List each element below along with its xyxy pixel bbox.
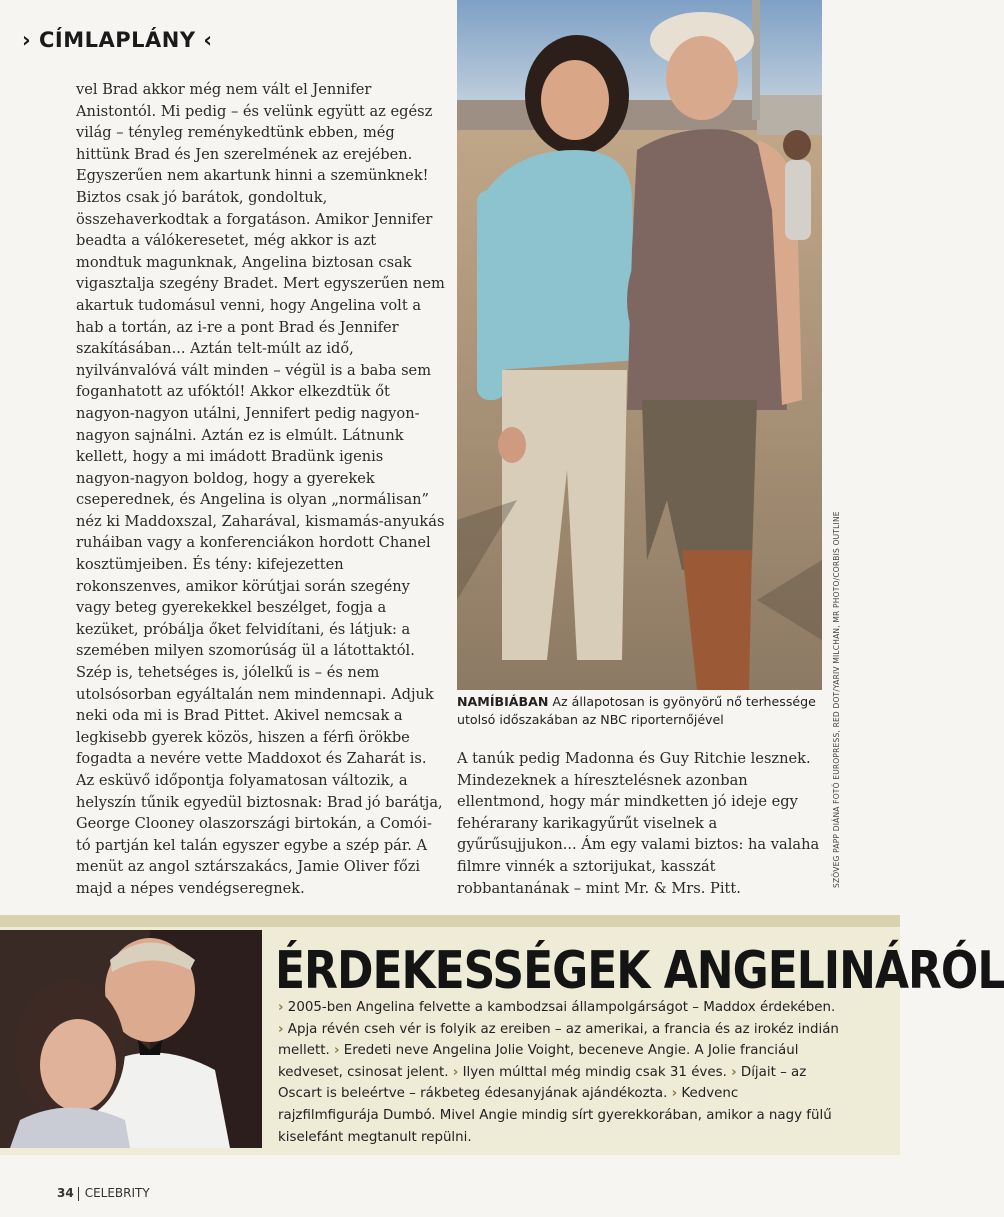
caption-lead: NAMÍBIÁBAN xyxy=(457,694,549,709)
box-photo xyxy=(0,930,262,1148)
section-label: › CÍMLAPLÁNY ‹ xyxy=(22,28,213,52)
bullet-arrow-icon: › xyxy=(671,1086,678,1102)
main-photo xyxy=(457,0,822,690)
bullet-arrow-icon: › xyxy=(333,1043,340,1059)
fact-item: 2005-ben Angelina felvette a kambodzsai állampolgárságot – Maddox érdekében. xyxy=(287,1000,836,1015)
bullet-arrow-icon: › xyxy=(731,1064,737,1080)
page-footer xyxy=(57,1186,150,1201)
box-title: ÉRDEKESSÉGEK ANGELINÁRÓL xyxy=(275,941,1004,1002)
article-column-2 xyxy=(457,748,829,899)
fact-item: Kedvenc rajzfilmfigurája Dumbó. Mivel Angie mindig sírt gyerekkorában, amikor a nagy fülű kiselefánt megtanult repülni. xyxy=(278,1086,832,1145)
photo-caption xyxy=(457,693,827,729)
fact-item: Apja révén cseh vér is folyik az ereiben – az amerikai, a francia és az irokéz indián mellett. xyxy=(278,1021,839,1059)
box-top-bar xyxy=(0,915,900,927)
facts-list xyxy=(278,997,843,1148)
article-text-1: vel Brad akkor még nem vált el Jennifer Anistontól. Mi pedig – és velünk együtt az egész világ – tényleg reménykedtünk ebben, még hittünk Brad és Jen szerelmének az erejében. Egyszerűen nem akartunk hinni a szemünknek! Biztos csak jó barátok, gondoltuk, összehaverkodtak a forgatáson. Amikor Jennifer beadta a válókeresetet, még akkor is azt mondtuk magunknak, Angelina biztosan csak vigasztalja szegény Bradet. Mert egyszerűen nem akartuk tudomásul venni, hogy Angelina volt a hab a tortán, az i-re a pont Brad és Jennifer szakításában... Aztán telt-múlt az idő, nyilvánvalóvá vált minden – végül is a baba sem foganhatott az ufóktól! Akkor elkezdtük őt nagyon-nagyon utálni, Jennifert pedig nagyon-nagyon sajnálni. Aztán ez is elmúlt. Látnunk kellett, hogy a mi imádott Bradünk igenis nagyon-nagyon boldog, hogy a gyerekek cseperednek, és Angelina is olyan „normálisan” néz ki Maddoxszal, Zaharával, kismamás-anyukás ruháiban vagy a konferenciákon hordott Chanel kosztümjeiben. És tény: kifejezetten rokonszenves, amikor körútjai során szegény vagy beteg gyerekekkel beszélget, fogja a kezüket, próbálja őket felvidítani, és látjuk: a szemében milyen szomorúság ül a látottaktól. Szép is, tehetséges is, jólelkű is – és nem utolsósorban egyáltalán nem mindennapi. Adjuk neki oda mi is Brad Pittet. Akivel nemcsak a legkisebb gyerek közös, hiszen a férfi örökbe fogadta a nevére vette Maddoxot és Zaharát is. Az esküvő időpontja folyamatosan változik, a helyszín tűnik egyedül biztosnak: Brad jó barátja, George Clooney olaszországi birtokán, a Comói-tó partján kel talán egyszer egybe a szép pár. A menüt az angol sztárszakács, Jamie Oliver főzi majd a népes vendégseregnek. xyxy=(76,81,445,897)
fact-item: Eredeti neve Angelina Jolie Voight, beceneve Angie. A Jolie franciául kedveset, csinosat jelent. xyxy=(278,1043,799,1080)
footer-divider xyxy=(78,1187,79,1201)
namibia-photo-illustration xyxy=(457,0,822,690)
magazine-name: CELEBRITY xyxy=(84,1186,150,1200)
article-text-2: A tanúk pedig Madonna és Guy Ritchie lesznek. Mindezeknek a híresztelésnek azonban ellentmond, hogy már mindketten jó ideje egy fehérarany karikagyűrűt viselnek a gyűrűsujjukon... Ám egy valami biztos: ha valaha filmre vinnék a sztorijukat, kasszát robbantanának – mint Mr. & Mrs. Pitt. xyxy=(457,750,820,897)
caption-text: Az állapotosan is gyönyörű nő terhessége utolsó időszakában az NBC riporternőjével xyxy=(457,694,816,727)
photo-credit: SZÖVEG PAPP DIÁNA FOTÓ EUROPRESS, RED DOT/YARIV MILCHAN, MR PHOTO/CORBIS OUTLINE xyxy=(832,511,841,888)
fact-item: Ilyen múlttal még mindig csak 31 éves. xyxy=(462,1064,727,1080)
bullet-arrow-icon: › xyxy=(452,1064,459,1080)
article-column-1 xyxy=(76,79,446,900)
bullet-arrow-icon: › xyxy=(278,1021,284,1037)
family-photo-illustration xyxy=(0,930,262,1148)
bullet-arrow-icon: › xyxy=(278,1000,284,1015)
page-number: 34 xyxy=(57,1186,74,1200)
fact-item: Díjait – az Oscart is beleértve – rákbeteg édesanyjának ajándékozta. xyxy=(278,1064,807,1102)
